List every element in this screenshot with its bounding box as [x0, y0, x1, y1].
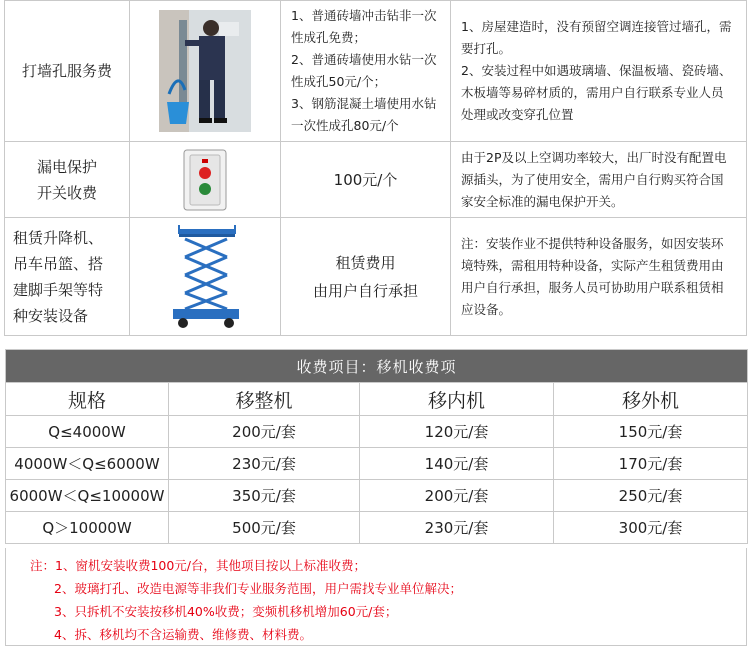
service-name-line: 种安装设备	[13, 306, 89, 325]
table-row	[6, 512, 748, 544]
service-row-leakage-switch	[5, 142, 747, 218]
table-cell: 200元/套	[169, 416, 360, 448]
service-name-line: 吊车吊篮、搭	[13, 254, 104, 273]
service-name-line: 租赁升降机、	[13, 228, 104, 247]
note-line: 4、拆、移机均不含运输费、维修费、材料费。	[54, 627, 312, 642]
table-cell: Q＞10000W	[6, 512, 169, 544]
table-banner: 收费项目：移机收费项	[6, 350, 748, 383]
price-line: 3、钢筋混凝土墙使用水钻	[291, 96, 437, 111]
column-header: 移外机	[554, 383, 748, 416]
price-line: 一次性成孔80元/个	[291, 118, 399, 133]
note-line: 2、玻璃打孔、改造电源等非我们专业服务范围，用户需找专业单位解决；	[54, 581, 462, 596]
column-header: 规格	[6, 383, 169, 416]
column-header: 移内机	[360, 383, 554, 416]
service-row-special-equipment	[5, 218, 747, 336]
table-cell: 300元/套	[554, 512, 748, 544]
service-row-wall-hole	[5, 1, 747, 142]
wall-drilling-photo	[159, 10, 251, 132]
note-line: 应设备。	[461, 301, 512, 317]
price-line: 性成孔50元/个；	[291, 74, 387, 89]
table-cell: Q≤4000W	[6, 416, 169, 448]
service-name: 打墙孔服务费	[5, 1, 130, 142]
note-line: 2、安装过程中如遇玻璃墙、保温板墙、瓷砖墙、	[461, 63, 732, 78]
table-cell: 150元/套	[554, 416, 748, 448]
price-cell: 100元/个	[281, 142, 451, 218]
table-cell: 200元/套	[360, 480, 554, 512]
move-fee-notes	[5, 548, 747, 646]
table-row	[6, 448, 748, 480]
price-line: 1、普通砖墙冲击钻非一次	[291, 8, 437, 23]
table-cell: 120元/套	[360, 416, 554, 448]
price-line: 由用户自行承担	[312, 281, 418, 300]
table-cell: 170元/套	[554, 448, 748, 480]
note-line: 要打孔。	[461, 41, 512, 56]
table-cell: 140元/套	[360, 448, 554, 480]
table-cell: 350元/套	[169, 480, 360, 512]
table-cell: 230元/套	[360, 512, 554, 544]
note-line: 用户自行承担，服务人员可协助用户联系租赁相	[461, 279, 724, 295]
note-line: 家安全标准的漏电保护开关。	[461, 193, 624, 209]
table-header-row	[6, 383, 748, 416]
table-cell: 4000W＜Q≤6000W	[6, 448, 169, 480]
leakage-protection-switch-photo	[183, 149, 227, 211]
note-line: 3、只拆机不安装按移机40%收费；变频机移机增加60元/套；	[54, 604, 398, 619]
note-line: 木板墙等易碎材质的，需用户自行联系专业人员	[461, 85, 724, 100]
note-line: 注：安装作业不提供特种设备服务，如因安装环	[461, 235, 724, 251]
note-cell	[451, 218, 747, 336]
note-line: 由于2P及以上空调功率较大，出厂时没有配置电	[461, 149, 727, 165]
image-cell	[130, 218, 281, 336]
table-cell: 230元/套	[169, 448, 360, 480]
table-cell: 6000W＜Q≤10000W	[6, 480, 169, 512]
service-fee-table	[4, 0, 747, 336]
price-line: 2、普通砖墙使用水钻一次	[291, 52, 437, 67]
note-line: 1、房屋建造时，没有预留空调连接管过墙孔，需	[461, 19, 732, 34]
move-fee-table	[5, 349, 748, 544]
service-name-line: 开关收费	[36, 183, 97, 202]
service-name	[5, 142, 130, 218]
note-line: 注：1、窗机安装收费100元/台，其他项目按以上标准收费；	[30, 558, 367, 573]
service-name-line: 建脚手架等特	[13, 280, 104, 299]
column-header: 移整机	[169, 383, 360, 416]
note-line: 处理或改变穿孔位置	[461, 107, 574, 122]
price-line: 性成孔免费；	[291, 30, 367, 45]
service-name-line: 漏电保护	[36, 157, 97, 176]
table-cell: 500元/套	[169, 512, 360, 544]
note-line: 境特殊，需租用特种设备，实际产生租赁费用由	[461, 257, 724, 273]
service-name	[5, 218, 130, 336]
table-cell: 250元/套	[554, 480, 748, 512]
note-cell	[451, 142, 747, 218]
note-line: 源插头，为了使用安全，需用户自行购买符合国	[461, 171, 724, 187]
scissor-lift-photo	[165, 225, 245, 329]
price-cell	[281, 218, 451, 336]
table-row	[6, 416, 748, 448]
note-cell	[451, 1, 747, 142]
price-cell	[281, 1, 451, 142]
image-cell	[130, 142, 281, 218]
price-line: 租赁费用	[335, 253, 396, 272]
table-row	[6, 480, 748, 512]
image-cell	[130, 1, 281, 142]
